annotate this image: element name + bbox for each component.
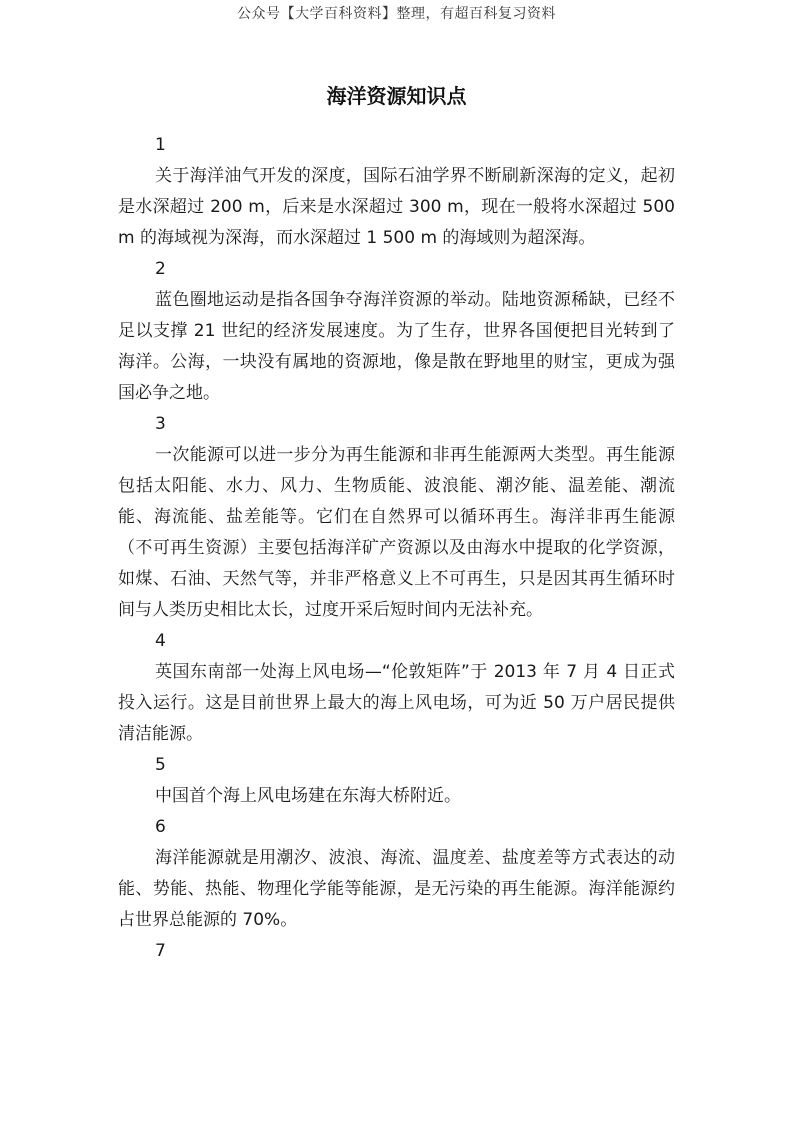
- list-item: [118, 750, 675, 812]
- list-item: [118, 812, 675, 936]
- document-title: 海洋资源知识点: [326, 84, 467, 108]
- item-text: 一次能源可以进一步分为再生能源和非再生能源两大类型。再生能源包括太阳能、水力、风力、生物质能、波浪能、潮汐能、温差能、潮流能、海流能、盐差能等。它们在自然界可以循环再生。海洋非再生能源（不可再生资源）主要包括海洋矿产资源以及由海水中提取的化学资源，如煤、石油、天然气等，并非严格意义上不可再生，只是因其再生循环时间与人类历史相比太长，过度开采后短时间内无法补充。: [118, 445, 675, 620]
- item-number: 5: [155, 755, 166, 775]
- item-number: 1: [155, 135, 166, 155]
- document-body: [118, 130, 675, 967]
- item-number: 2: [155, 259, 166, 279]
- header-note: 公众号【大学百科资料】整理，有超百科复习资料: [237, 6, 556, 22]
- item-number: 4: [155, 631, 166, 651]
- item-text: 中国首个海上风电场建在东海大桥附近。: [155, 786, 461, 806]
- list-item: [118, 130, 675, 254]
- item-number: 6: [155, 817, 166, 837]
- item-text: 海洋能源就是用潮汐、波浪、海流、温度差、盐度差等方式表达的动能、势能、热能、物理化学能等能源，是无污染的再生能源。海洋能源约占世界总能源的 70%。: [118, 848, 675, 930]
- item-text: 关于海洋油气开发的深度，国际石油学界不断刷新深海的定义，起初是水深超过 200 m，后来是水深超过 300 m，现在一般将水深超过 500 m 的海域视为深海，而水深超过 1 500 m 的海域则为超深海。: [118, 166, 675, 248]
- item-text: 英国东南部一处海上风电场—“伦敦矩阵”于 2013 年 7 月 4 日正式投入运行。这是目前世界上最大的海上风电场，可为近 50 万户居民提供清洁能源。: [118, 662, 675, 744]
- item-number: 7: [155, 941, 166, 961]
- list-item: [118, 626, 675, 750]
- item-text: 蓝色圈地运动是指各国争夺海洋资源的举动。陆地资源稀缺，已经不足以支撑 21 世纪的经济发展速度。为了生存，世界各国便把目光转到了海洋。公海，一块没有属地的资源地，像是散在野地里的财宝，更成为强国必争之地。: [118, 290, 675, 403]
- item-number: 3: [155, 414, 166, 434]
- list-item: [118, 254, 675, 409]
- list-item: [118, 936, 675, 967]
- list-item: [118, 409, 675, 626]
